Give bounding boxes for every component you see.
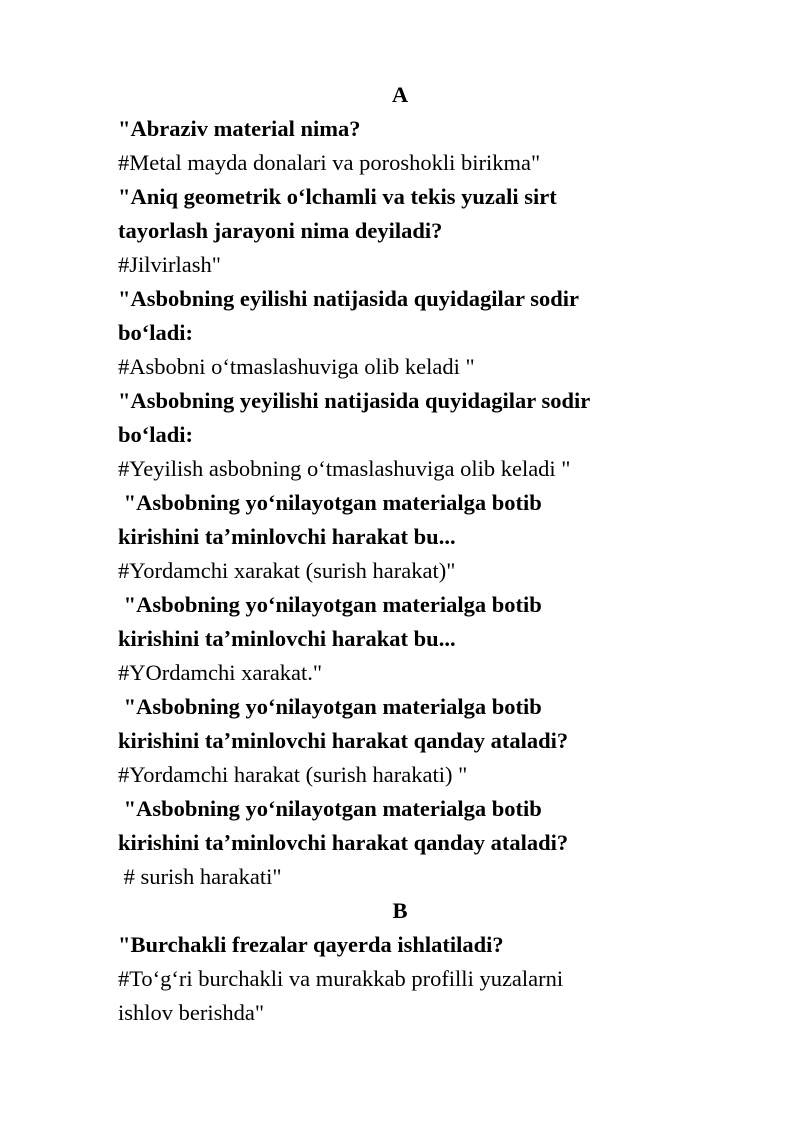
answer-line: # surish harakati" bbox=[118, 864, 282, 889]
question-line: "Asbobning yeyilishi natijasida quyidagilar sodir bbox=[118, 388, 591, 413]
answer-line: #Asbobni oʻtmaslashuviga olib keladi " bbox=[118, 354, 475, 379]
question-line: "Asbobning eyilishi natijasida quyidagilar sodir bbox=[118, 286, 579, 311]
answer-line: #Metal mayda donalari va poroshokli birikma" bbox=[118, 150, 541, 175]
question-line: kirishini taʼminlovchi harakat qanday ataladi? bbox=[118, 728, 569, 753]
answer-line: #Yeyilish asbobning oʻtmaslashuviga olib keladi " bbox=[118, 456, 571, 481]
question-line: "Asbobning yoʻnilayotgan materialga botib bbox=[118, 694, 542, 719]
question-line: "Asbobning yoʻnilayotgan materialga botib bbox=[118, 592, 542, 617]
question-line: boʻladi: bbox=[118, 422, 194, 447]
question-line: tayorlash jarayoni nima deyiladi? bbox=[118, 218, 443, 243]
question-line: boʻladi: bbox=[118, 320, 194, 345]
answer-line: ishlov berishda" bbox=[118, 1000, 265, 1025]
section-heading: A bbox=[391, 82, 409, 107]
question-line: "Asbobning yoʻnilayotgan materialga botib bbox=[118, 796, 542, 821]
question-line: "Abraziv material nima? bbox=[118, 116, 361, 141]
document-body bbox=[118, 78, 738, 1030]
answer-line: #Toʻgʻri burchakli va murakkab profilli yuzalarni bbox=[118, 966, 564, 991]
answer-line: #YOrdamchi xarakat." bbox=[118, 660, 323, 685]
question-line: kirishini taʼminlovchi harakat qanday ataladi? bbox=[118, 830, 569, 855]
question-line: kirishini taʼminlovchi harakat bu... bbox=[118, 524, 456, 549]
question-line: "Aniq geometrik oʻlchamli va tekis yuzali sirt bbox=[118, 184, 557, 209]
question-line: "Burchakli frezalar qayerda ishlatiladi? bbox=[118, 932, 504, 957]
section-heading: B bbox=[392, 898, 408, 923]
question-line: kirishini taʼminlovchi harakat bu... bbox=[118, 626, 456, 651]
answer-line: #Yordamchi harakat (surish harakati) " bbox=[118, 762, 468, 787]
answer-line: #Yordamchi xarakat (surish harakat)" bbox=[118, 558, 456, 583]
answer-line: #Jilvirlash" bbox=[118, 252, 221, 277]
question-line: "Asbobning yoʻnilayotgan materialga botib bbox=[118, 490, 542, 515]
